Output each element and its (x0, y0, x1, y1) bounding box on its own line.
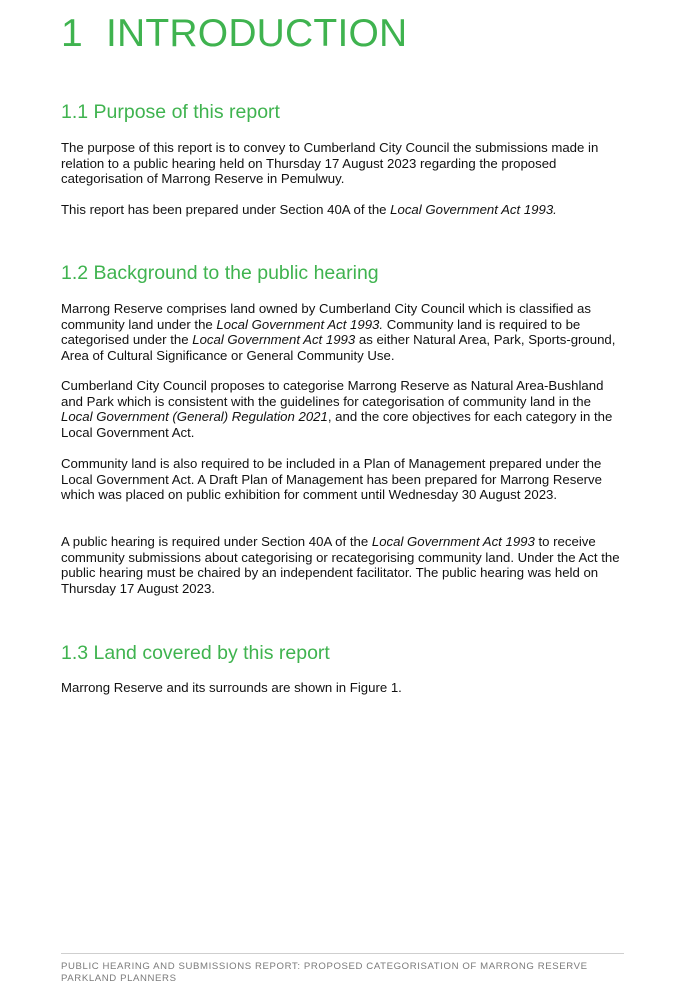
footer-author: PARKLAND PLANNERS (61, 973, 177, 984)
section-heading-purpose: 1.1 Purpose of this report (61, 101, 280, 123)
chapter-number: 1 (61, 12, 83, 55)
chapter-title-text: INTRODUCTION (106, 12, 408, 55)
italic-citation: Local Government Act 1993 (371, 534, 535, 549)
footer-divider (61, 953, 624, 954)
text-run: A public hearing is required under Section 40A of the (61, 534, 372, 549)
text-run: to receive community submissions about categorising or recategorising community land. Under the Act the public hearing must be chaired by an independent facilitator. The public hearing was held on Thursday 17 August 2023. (61, 534, 620, 596)
text-run: This report has been prepared under Section 40A of the (61, 202, 391, 217)
paragraph (61, 202, 626, 218)
text-run: Community land is required to be categorised under the (61, 316, 581, 348)
italic-citation: Local Government (General) Regulation 2021 (61, 409, 328, 425)
paragraph (61, 301, 626, 363)
section-heading-background: 1.2 Background to the public hearing (61, 262, 379, 284)
footer-report-title: PUBLIC HEARING AND SUBMISSIONS REPORT: PROPOSED CATEGORISATION OF MARRONG RESERVE (61, 961, 588, 972)
text-run: Marrong Reserve and its surrounds are shown in Figure 1. (61, 680, 402, 695)
chapter-title (61, 12, 407, 56)
paragraph (61, 378, 626, 440)
paragraph (61, 534, 626, 596)
italic-citation: Local Government Act 1993. (390, 202, 557, 217)
text-run: Cumberland City Council proposes to categorise Marrong Reserve as Natural Area-Bushland and Park which is consistent with the guidelines for categorisation of community land in the (61, 378, 604, 409)
italic-citation: Local Government Act 1993. (216, 316, 384, 332)
italic-citation: Local Government Act 1993 (192, 332, 356, 348)
text-run: , and the core objectives for each category in the Local Government Act. (61, 409, 613, 440)
text-run: The purpose of this report is to convey to Cumberland City Council the submissions made in relation to a public hearing held on Thursday 17 August 2023 regarding the proposed categorisation of Marrong Reserve in Pemulwuy. (61, 140, 599, 187)
text-run: Marrong Reserve comprises land owned by Cumberland City Council which is classified as community land under the (61, 301, 591, 332)
paragraph (61, 140, 626, 187)
section-heading-land-covered: 1.3 Land covered by this report (61, 642, 330, 664)
paragraph (61, 680, 626, 696)
paragraph (61, 456, 626, 503)
text-run: as either Natural Area, Park, Sports-ground, Area of Cultural Significance or General Community Use. (61, 332, 616, 363)
text-run: Community land is also required to be included in a Plan of Management prepared under the Local Government Act. A Draft Plan of Management has been prepared for Marrong Reserve which was placed on public exhibition for comment until Wednesday 30 August 2023. (61, 456, 602, 503)
